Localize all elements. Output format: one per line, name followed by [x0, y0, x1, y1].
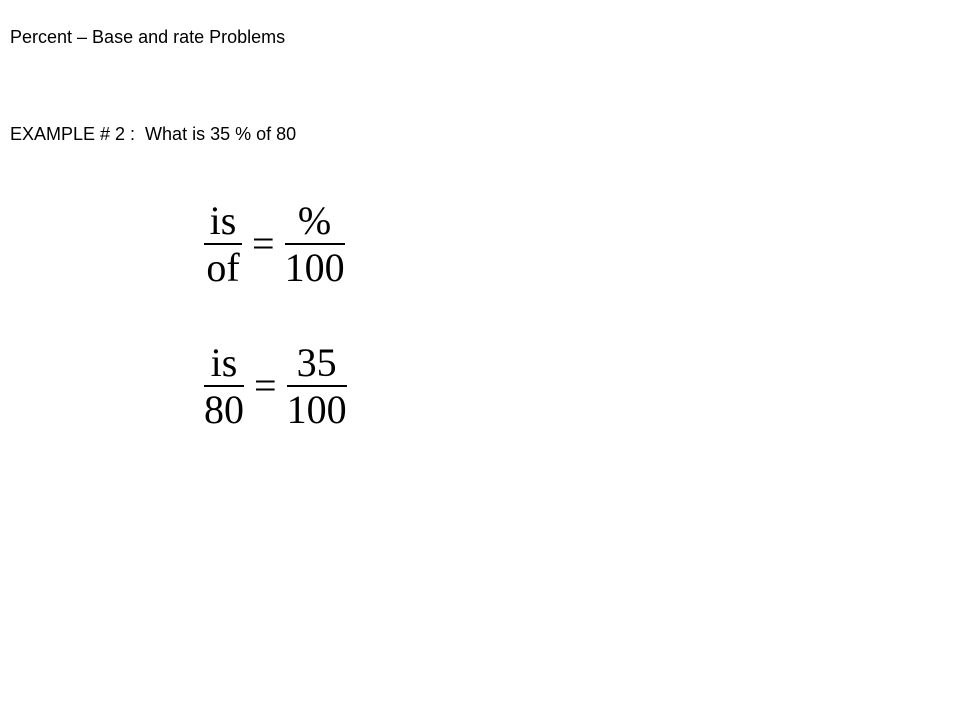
right-numerator: 35 — [296, 339, 337, 385]
proportion-equation-substituted — [204, 340, 347, 432]
left-denominator: of — [206, 244, 240, 290]
example-prompt: EXAMPLE # 2 : What is 35 % of 80 — [10, 124, 297, 144]
left-numerator: is — [209, 197, 237, 243]
equals-sign: = — [254, 363, 277, 408]
page-title: Percent – Base and rate Problems — [10, 27, 286, 47]
left-numerator: is — [210, 339, 238, 385]
right-denominator: 100 — [286, 386, 347, 432]
equals-sign: = — [252, 221, 275, 266]
right-fraction — [286, 339, 347, 432]
right-numerator: % — [297, 197, 332, 243]
right-fraction — [284, 197, 345, 290]
left-fraction — [204, 339, 244, 432]
left-denominator: 80 — [204, 386, 244, 432]
left-fraction — [204, 197, 242, 290]
right-denominator: 100 — [284, 244, 345, 290]
proportion-equation-general — [204, 198, 345, 290]
